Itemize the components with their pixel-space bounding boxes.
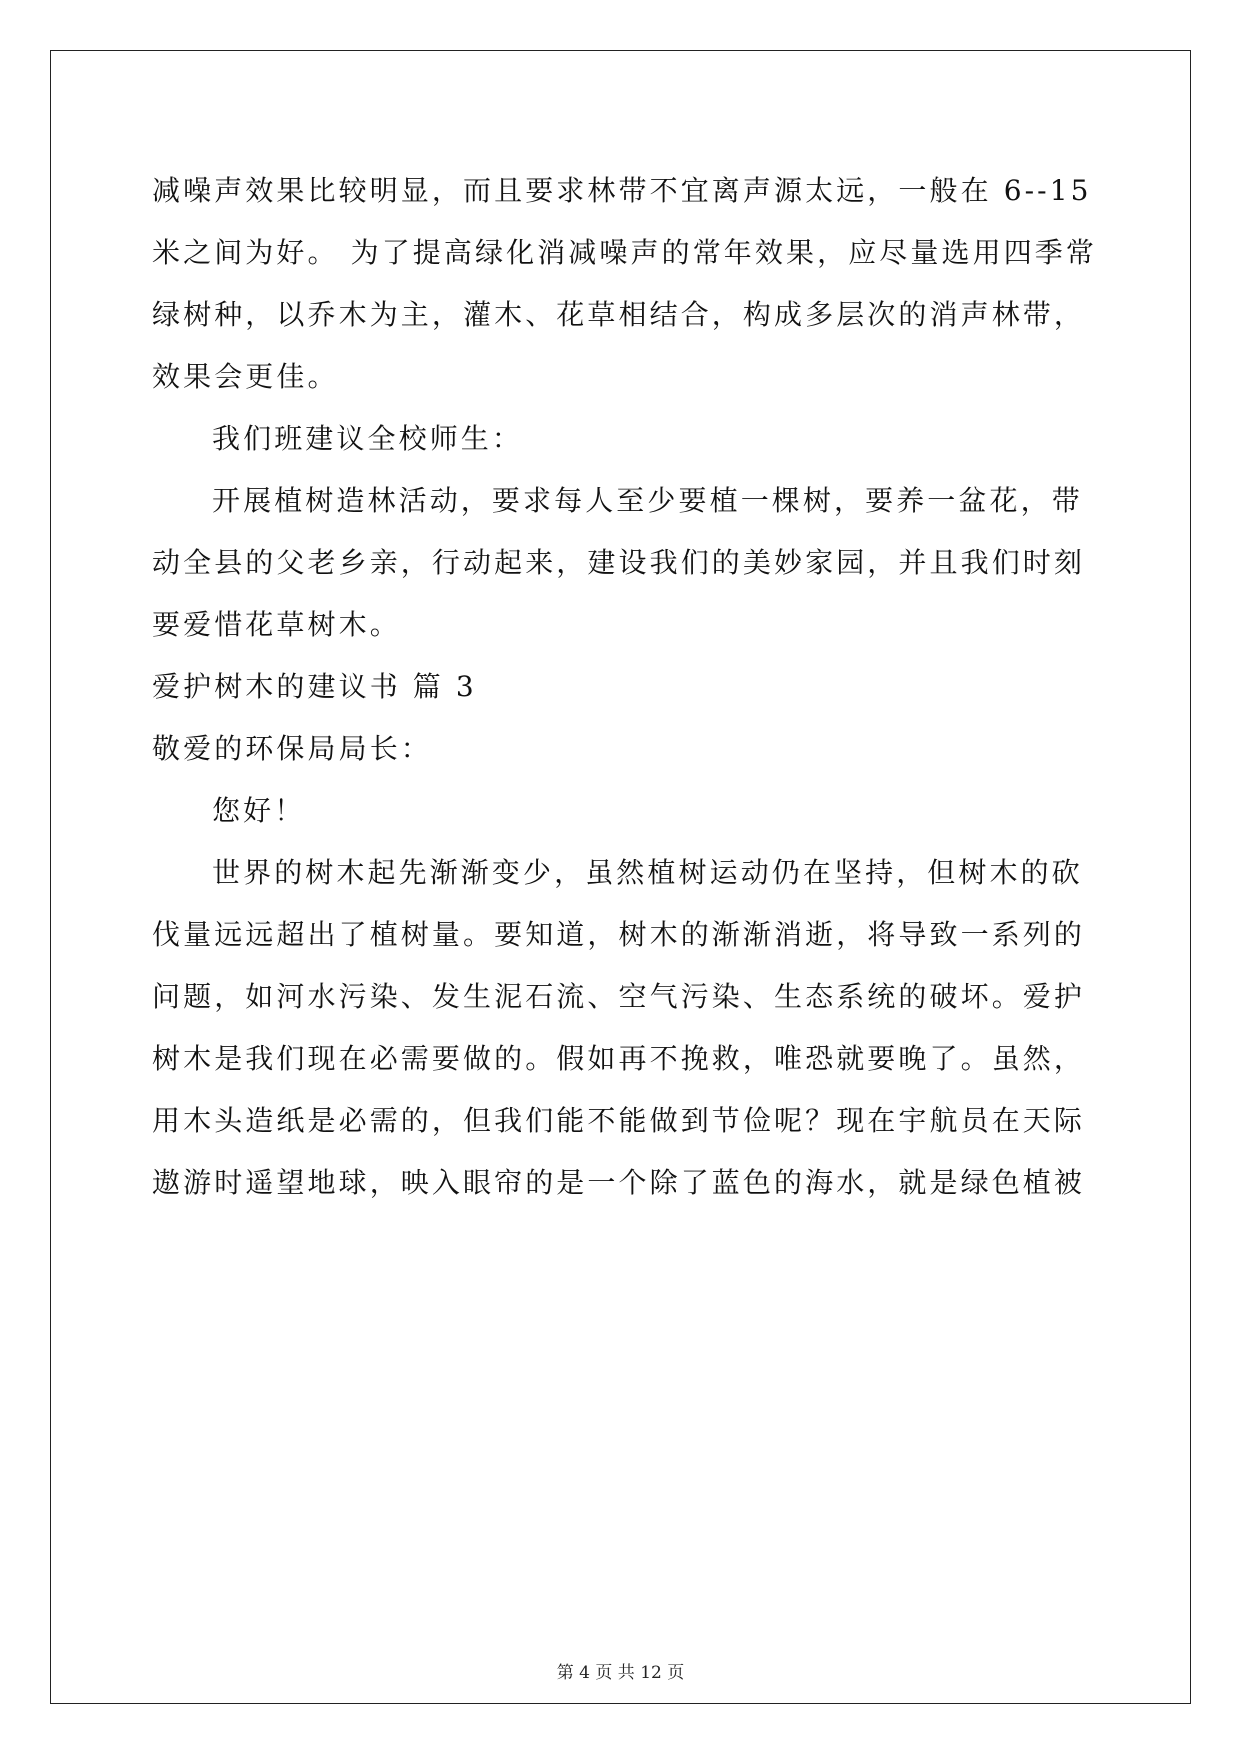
text-line: 我们班建议全校师生： bbox=[212, 422, 524, 455]
section-heading: 爱护树木的建议书 篇 3 bbox=[152, 670, 477, 703]
text-line: 问题，如河水污染、发生泥石流、空气污染、生态系统的破坏。爱护 bbox=[152, 980, 1086, 1013]
text-line: 动全县的父老乡亲，行动起来，建设我们的美妙家园，并且我们时刻 bbox=[152, 546, 1086, 579]
text-line: 开展植树造林活动，要求每人至少要植一棵树，要养一盆花，带 bbox=[212, 484, 1083, 517]
document-body bbox=[152, 160, 1098, 1214]
text-line: 米之间为好。 为了提高绿化消减噪声的常年效果，应尽量选用四季常 bbox=[152, 236, 1098, 269]
text-line: 绿树种，以乔木为主，灌木、花草相结合，构成多层次的消声林带， bbox=[152, 298, 1086, 331]
text-line: 树木是我们现在必需要做的。假如再不挽救，唯恐就要晚了。虽然， bbox=[152, 1042, 1086, 1075]
text-line: 世界的树木起先渐渐变少，虽然植树运动仍在坚持，但树木的砍 bbox=[212, 856, 1083, 889]
text-line: 效果会更佳。 bbox=[152, 360, 339, 393]
salutation: 敬爱的环保局局长： bbox=[152, 732, 432, 765]
text-line: 遨游时遥望地球，映入眼帘的是一个除了蓝色的海水，就是绿色植被 bbox=[152, 1166, 1086, 1199]
page-number-footer: 第 4 页 共 12 页 bbox=[556, 1663, 685, 1683]
greeting: 您好！ bbox=[212, 794, 306, 827]
text-line: 要爱惜花草树木。 bbox=[152, 608, 401, 641]
text-line: 伐量远远超出了植树量。要知道，树木的渐渐消逝，将导致一系列的 bbox=[152, 918, 1086, 951]
text-line: 用木头造纸是必需的，但我们能不能做到节俭呢？现在宇航员在天际 bbox=[152, 1104, 1086, 1137]
text-line: 减噪声效果比较明显，而且要求林带不宜离声源太远，一般在 6--15 bbox=[152, 174, 1092, 207]
